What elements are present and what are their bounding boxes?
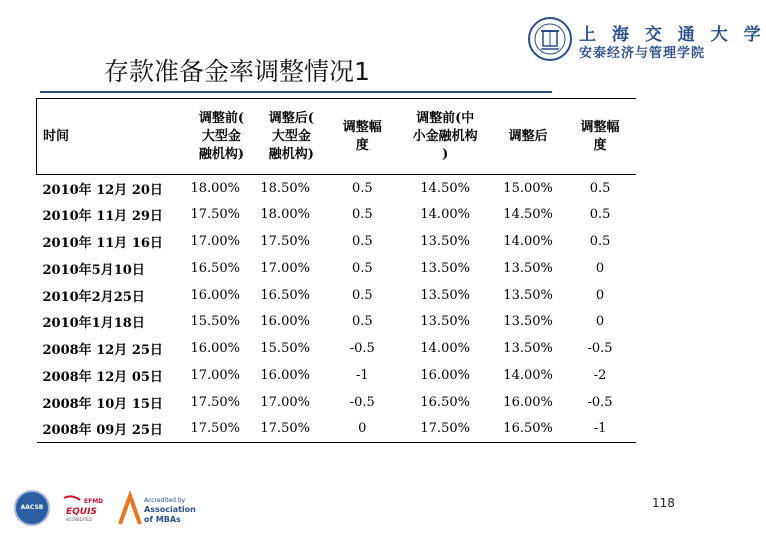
university-seal-icon (527, 16, 573, 62)
value-cell: -0.5 (587, 341, 613, 357)
page-number: 118 (652, 496, 675, 510)
table-row (37, 389, 637, 416)
amba-logo (118, 492, 194, 526)
value-cell: 17.50% (260, 233, 310, 249)
value-cell: 15.50% (190, 314, 241, 330)
value-cell: 15.00% (503, 180, 553, 196)
value-cell: 18.50% (260, 180, 310, 196)
column-header: 调整前( 大型金 融机构) (186, 99, 256, 175)
table-header-row (37, 99, 637, 175)
efmd-label: EFMD (84, 498, 104, 505)
title-underline (40, 91, 552, 93)
column-header: 调整幅 度 (326, 99, 398, 175)
value-cell: 17.50% (186, 416, 256, 443)
value-cell: 14.00% (503, 233, 553, 249)
column-header: 调整前(中 小金融机构 ) (398, 99, 492, 175)
table-row (37, 282, 637, 309)
value-cell: 0.5 (589, 233, 611, 249)
value-cell: 13.50% (503, 287, 553, 303)
equis-label: EQUIS (66, 507, 97, 517)
value-cell: 0.5 (589, 207, 611, 223)
date-cell: 2008年 10月 15日 (42, 396, 163, 412)
value-cell: 17.50% (398, 416, 492, 443)
equis-accredited-label: ACCREDITED (66, 517, 92, 522)
table-row (37, 308, 637, 335)
column-header: 调整幅 度 (564, 99, 636, 175)
value-cell: 17.00% (190, 367, 241, 383)
value-cell: 13.50% (420, 314, 470, 330)
date-cell: 2010年 11月 16日 (42, 235, 163, 251)
university-logo (527, 16, 766, 66)
table-row (37, 255, 637, 282)
value-cell: 13.50% (420, 233, 470, 249)
value-cell: 13.50% (420, 260, 470, 276)
date-cell: 2010年 11月 29日 (42, 209, 163, 225)
value-cell: 0 (595, 287, 605, 303)
value-cell: 16.50% (492, 416, 564, 443)
value-cell: 17.00% (260, 394, 310, 410)
date-cell: 2010年2月25日 (42, 289, 145, 305)
table-body (37, 175, 637, 443)
table-row (37, 228, 637, 255)
date-cell: 2010年5月10日 (42, 262, 145, 278)
value-cell: -2 (593, 367, 607, 383)
value-cell: 16.00% (190, 287, 241, 303)
value-cell: 18.00% (190, 180, 241, 196)
value-cell: 16.50% (190, 260, 241, 276)
value-cell: 13.50% (503, 260, 553, 276)
value-cell: 0.5 (351, 314, 373, 330)
date-cell: 2010年1月18日 (42, 316, 145, 332)
value-cell: 0 (326, 416, 398, 443)
value-cell: 16.50% (260, 287, 310, 303)
value-cell: 14.00% (420, 207, 470, 223)
value-cell: -0.5 (349, 341, 375, 357)
column-header: 调整后 (492, 99, 564, 175)
table-row (37, 335, 637, 362)
equis-logo (62, 494, 110, 524)
value-cell: 0.5 (351, 260, 373, 276)
amba-line2: Association (144, 505, 196, 514)
table-row (37, 362, 637, 389)
table-row (37, 175, 637, 202)
value-cell: 16.00% (260, 367, 310, 383)
value-cell: -1 (355, 367, 369, 383)
value-cell: 17.00% (260, 260, 310, 276)
value-cell: -1 (564, 416, 636, 443)
value-cell: 15.50% (260, 341, 310, 357)
value-cell: 14.50% (420, 180, 470, 196)
amba-line3: of MBAs (144, 515, 181, 524)
table-header (37, 99, 637, 175)
column-header: 调整后( 大型金 融机构) (256, 99, 326, 175)
value-cell: 0.5 (351, 233, 373, 249)
date-cell: 2008年 12月 05日 (42, 369, 163, 385)
value-cell: 17.50% (190, 394, 241, 410)
reserve-ratio-table (36, 98, 636, 443)
value-cell: 18.00% (260, 207, 310, 223)
university-name: 上 海 交 通 大 学 (579, 25, 766, 45)
aacsb-logo: AACSB (14, 490, 50, 526)
value-cell: 17.50% (256, 416, 326, 443)
date-cell: 2008年 09月 25日 (37, 416, 187, 443)
value-cell: -0.5 (587, 394, 613, 410)
slide-title: 存款准备金率调整情况1 (104, 57, 370, 86)
value-cell: 13.50% (420, 287, 470, 303)
column-header: 时间 (37, 99, 187, 175)
value-cell: 0 (595, 260, 605, 276)
value-cell: 0 (595, 314, 605, 330)
value-cell: 13.50% (503, 314, 553, 330)
value-cell: 16.00% (260, 314, 310, 330)
accreditation-logos (14, 488, 194, 528)
table-row (37, 416, 637, 443)
school-name: 安泰经济与管理学院 (579, 46, 706, 61)
value-cell: 16.00% (190, 341, 241, 357)
value-cell: 13.50% (503, 341, 553, 357)
value-cell: 0.5 (351, 180, 373, 196)
value-cell: 14.50% (503, 207, 553, 223)
value-cell: 16.00% (420, 367, 470, 383)
amba-line1: Accredited by (144, 497, 186, 504)
date-cell: 2010年 12月 20日 (42, 182, 163, 198)
value-cell: 16.50% (420, 394, 470, 410)
value-cell: -0.5 (349, 394, 375, 410)
value-cell: 14.00% (420, 341, 470, 357)
value-cell: 0.5 (351, 207, 373, 223)
value-cell: 14.00% (503, 367, 553, 383)
value-cell: 16.00% (503, 394, 553, 410)
date-cell: 2008年 12月 25日 (42, 343, 163, 359)
value-cell: 0.5 (351, 287, 373, 303)
value-cell: 17.00% (190, 233, 241, 249)
table-row (37, 201, 637, 228)
value-cell: 0.5 (589, 180, 611, 196)
value-cell: 17.50% (190, 207, 241, 223)
